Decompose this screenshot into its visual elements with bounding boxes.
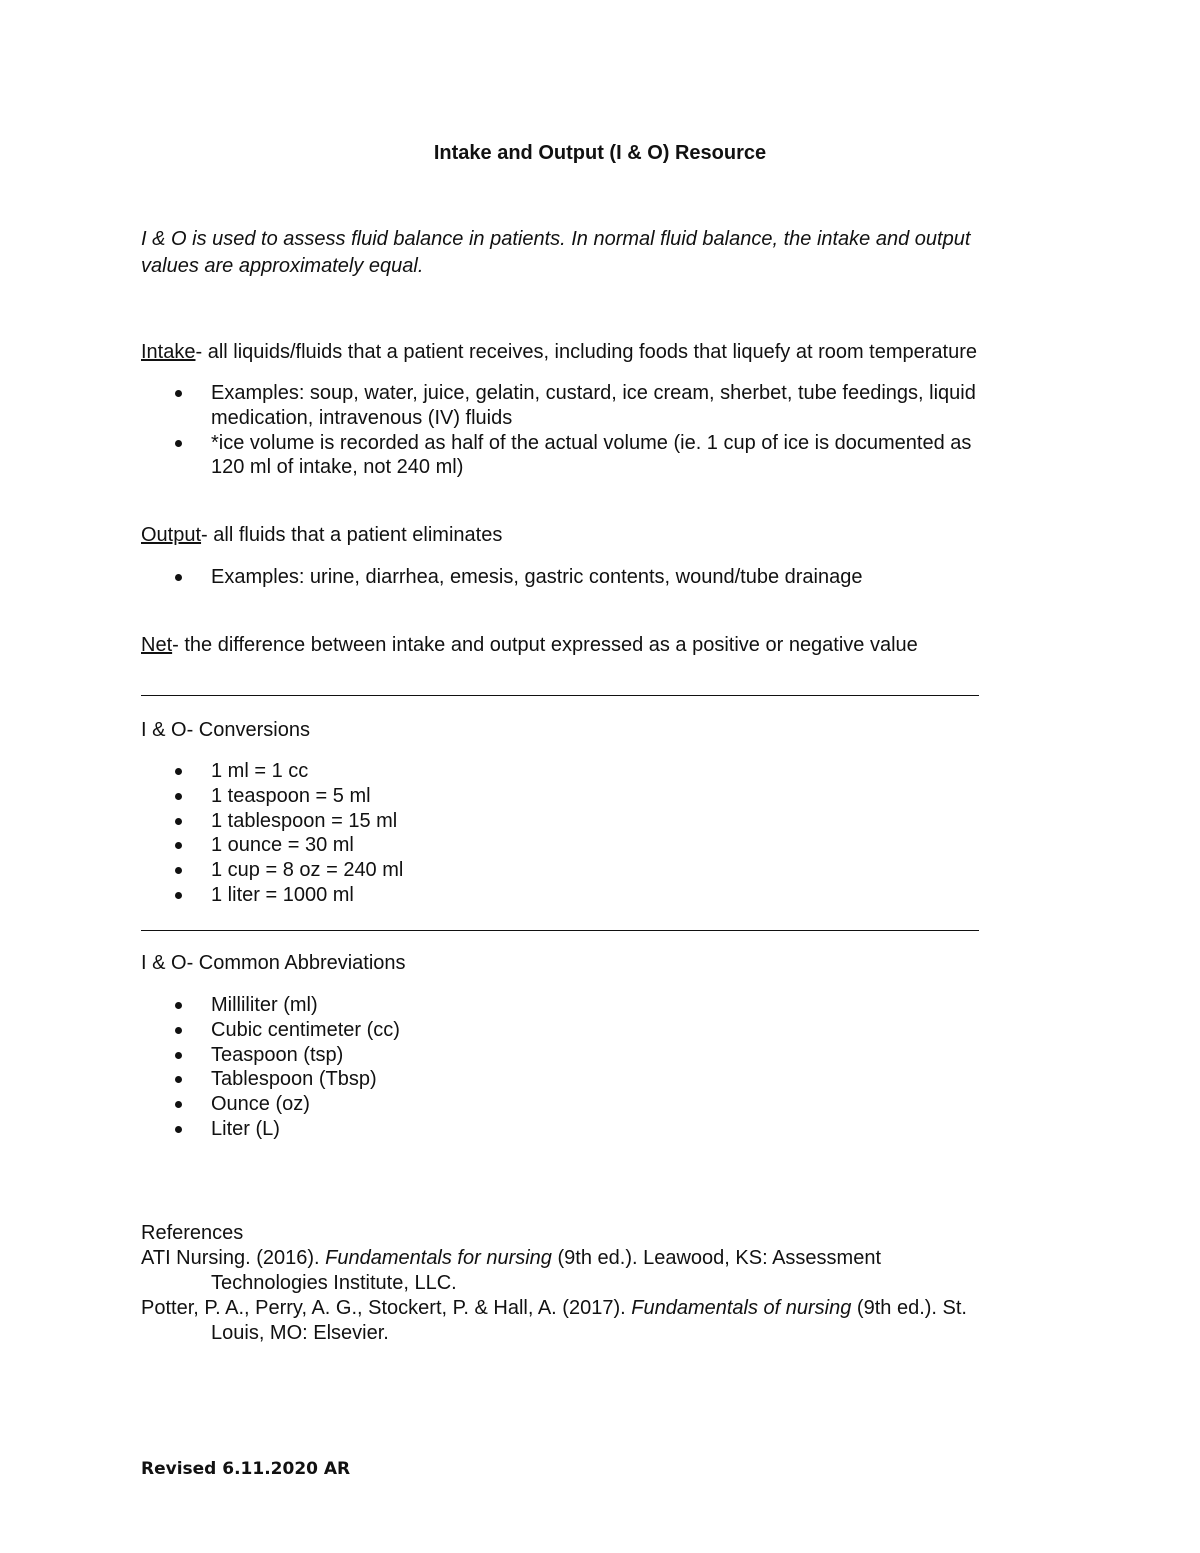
output-definition bbox=[141, 522, 502, 549]
bullet-icon bbox=[175, 574, 182, 581]
list-item: Tablespoon (Tbsp) bbox=[141, 1067, 400, 1092]
reference-1-continuation: Technologies Institute, LLC. bbox=[211, 1272, 457, 1294]
bullet-icon bbox=[175, 818, 182, 825]
list-item: 1 cup = 8 oz = 240 ml bbox=[141, 858, 403, 883]
output-term: Output bbox=[141, 524, 202, 546]
bullet-icon bbox=[175, 1002, 182, 1009]
reference-2-continuation: Louis, MO: Elsevier. bbox=[211, 1322, 389, 1344]
conversions-list bbox=[141, 759, 403, 908]
intro-line-1: I & O is used to assess fluid balance in patients. In normal fluid balance, the intake and output bbox=[141, 228, 971, 250]
list-item: Milliliter (ml) bbox=[141, 993, 400, 1018]
reference-1: ATI Nursing. (2016). Fundamentals for nursing (9th ed.). Leawood, KS: Assessment bbox=[141, 1247, 881, 1269]
reference-2: Potter, P. A., Perry, A. G., Stockert, P. & Hall, A. (2017). Fundamentals of nursing (9th ed.). St. bbox=[141, 1297, 967, 1319]
list-item: *ice volume is recorded as half of the actual volume (ie. 1 cup of ice is documented as 120 ml of intake, not 240 ml) bbox=[141, 431, 976, 481]
intake-definition-text: - all liquids/fluids that a patient receives, including foods that liquefy at room temperature bbox=[195, 341, 978, 363]
list-item: 1 ounce = 30 ml bbox=[141, 833, 403, 858]
net-term: Net bbox=[141, 634, 173, 656]
output-definition-text: - all fluids that a patient eliminates bbox=[201, 524, 503, 546]
list-item: Ounce (oz) bbox=[141, 1092, 400, 1117]
list-item: Cubic centimeter (cc) bbox=[141, 1018, 400, 1043]
list-item: Examples: urine, diarrhea, emesis, gastric contents, wound/tube drainage bbox=[141, 565, 862, 590]
bullet-icon bbox=[175, 1101, 182, 1108]
intro-paragraph bbox=[141, 226, 970, 280]
bullet-icon bbox=[175, 390, 182, 397]
abbreviations-heading: I & O- Common Abbreviations bbox=[141, 952, 406, 974]
conversions-heading: I & O- Conversions bbox=[141, 719, 310, 741]
abbreviations-list bbox=[141, 993, 400, 1142]
bullet-icon bbox=[175, 1126, 182, 1133]
list-item: Teaspoon (tsp) bbox=[141, 1043, 400, 1068]
bullet-icon bbox=[175, 892, 182, 899]
bullet-icon bbox=[175, 1076, 182, 1083]
bullet-icon bbox=[175, 440, 182, 447]
bullet-icon bbox=[175, 842, 182, 849]
list-item: 1 teaspoon = 5 ml bbox=[141, 784, 403, 809]
list-item: 1 ml = 1 cc bbox=[141, 759, 403, 784]
intake-term: Intake bbox=[141, 341, 196, 363]
intake-bullet-list bbox=[141, 381, 976, 480]
reference-2-title: Fundamentals of nursing bbox=[631, 1297, 852, 1319]
revision-footer: Revised 6.11.2020 AR bbox=[141, 1459, 351, 1479]
bullet-icon bbox=[175, 793, 182, 800]
list-item: Examples: soup, water, juice, gelatin, custard, ice cream, sherbet, tube feedings, liquid medication, intravenous (IV) fluids bbox=[141, 381, 976, 431]
list-item: Liter (L) bbox=[141, 1117, 400, 1142]
section-divider bbox=[141, 930, 979, 931]
bullet-icon bbox=[175, 867, 182, 874]
intro-line-2: values are approximately equal. bbox=[141, 255, 424, 277]
reference-1-title: Fundamentals for nursing bbox=[325, 1247, 552, 1269]
bullet-icon bbox=[175, 1027, 182, 1034]
net-definition bbox=[141, 632, 918, 659]
output-bullet-list bbox=[141, 565, 862, 590]
references-heading: References bbox=[141, 1222, 244, 1244]
bullet-icon bbox=[175, 1052, 182, 1059]
intake-definition bbox=[141, 339, 977, 366]
net-definition-text: - the difference between intake and output expressed as a positive or negative value bbox=[172, 634, 918, 656]
bullet-icon bbox=[175, 768, 182, 775]
list-item: 1 liter = 1000 ml bbox=[141, 883, 403, 908]
list-item: 1 tablespoon = 15 ml bbox=[141, 809, 403, 834]
section-divider bbox=[141, 695, 979, 696]
references-section bbox=[141, 1221, 967, 1346]
page-title: Intake and Output (I & O) Resource bbox=[433, 142, 767, 164]
